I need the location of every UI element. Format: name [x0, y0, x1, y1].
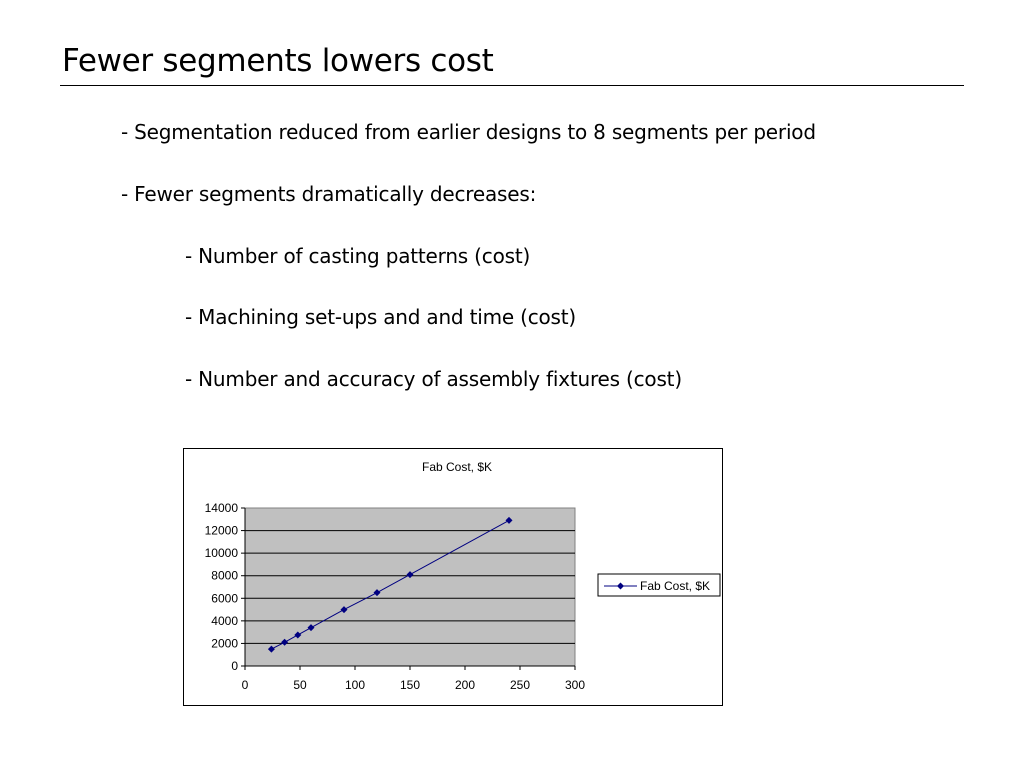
x-tick-label: 50 — [293, 678, 307, 692]
fab-cost-chart — [183, 448, 723, 706]
legend-label: Fab Cost, $K — [640, 579, 711, 593]
bullet-fewer-segments: - Fewer segments dramatically decreases: — [121, 182, 537, 206]
y-tick-label: 6000 — [211, 591, 238, 606]
plot-area — [205, 501, 586, 692]
y-tick-label: 10000 — [204, 546, 238, 561]
chart-canvas — [184, 449, 724, 707]
y-tick-label: 4000 — [211, 613, 238, 628]
x-tick-label: 200 — [454, 678, 476, 692]
x-tick-label: 0 — [241, 678, 249, 692]
x-tick-label: 300 — [564, 678, 586, 692]
x-tick-label: 100 — [344, 678, 366, 692]
x-tick-label: 250 — [509, 678, 531, 692]
sub-bullet-machining: - Machining set-ups and and time (cost) — [185, 305, 577, 329]
y-tick-label: 14000 — [204, 501, 238, 515]
y-tick-label: 8000 — [211, 568, 238, 583]
chart-title: Fab Cost, $K — [421, 460, 493, 474]
y-tick-label: 2000 — [211, 636, 238, 651]
bullet-segmentation: - Segmentation reduced from earlier designs to 8 segments per period — [121, 120, 816, 144]
title-divider — [60, 85, 964, 86]
chart-legend — [598, 574, 720, 596]
y-tick-label: 12000 — [204, 523, 238, 538]
sub-bullet-assembly-fixtures: - Number and accuracy of assembly fixtures (cost) — [185, 367, 682, 391]
y-tick-label: 0 — [231, 659, 238, 673]
x-tick-label: 150 — [399, 678, 421, 692]
slide-title: Fewer segments lowers cost — [62, 43, 494, 79]
plot-background — [245, 508, 575, 666]
sub-bullet-casting-patterns: - Number of casting patterns (cost) — [185, 244, 531, 268]
